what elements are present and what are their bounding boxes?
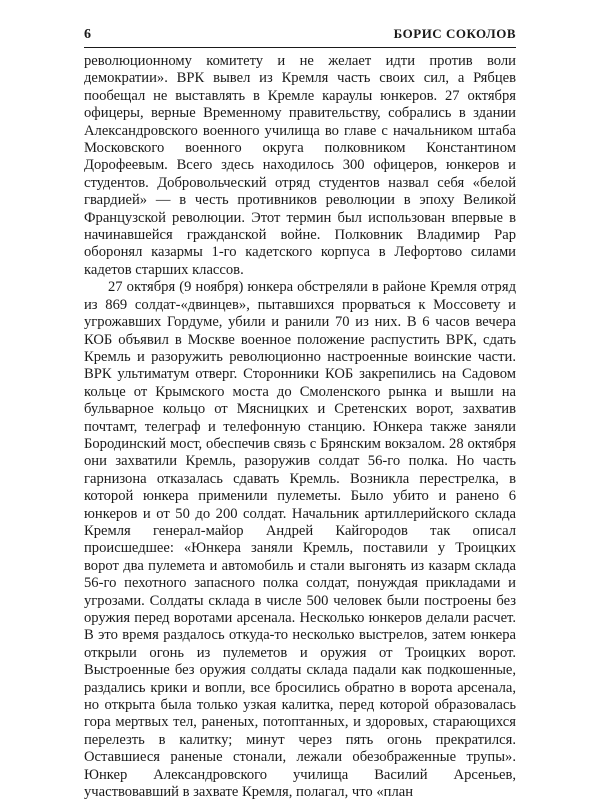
- body-text: [84, 53, 516, 801]
- paragraph: 27 октября (9 ноября) юнкера обстреляли в районе Кремля отряд из 869 солдат-«двинцев», пытавшихся прорваться к Моссовету и угрожавших Гордуме, убили и ранили 70 из них. В 6 часов вечера КОБ объявил в Москве военное положение распустить ВРК, сдать Кремль и разоружить революционно настроенные воинские части. ВРК ультиматум отверг. Сторонники КОБ закрепились на Садовом кольце от Крымского моста до Смоленского рынка и вышли на бульварное кольцо от Мясницких и Сретенских ворот, захватив почтамт, телеграф и телефонную станцию. Юнкера также заняли Бородинский мост, обеспечив связь с Брянским вокзалом. 28 октября они захватили Кремль, разоружив солдат 56-го полка. Но часть гарнизона отказалась сдавать Кремль. Возникла перестрелка, в которой юнкера применили пулеметы. Было убито и ранено 6 юнкеров и от 50 до 200 солдат. Начальник артиллерийского склада Кремля генерал-майор Андрей Кайгородов так описал происшедшее: «Юнкера заняли Кремль, поставили у Троицких ворот два пулемета и автомобиль и стали выгонять из казарм склада 56-го пехотного запасного полка солдат, понуждая прикладами и угрозами. Солдаты склада в числе 500 человек были построены без оружия перед воротами арсенала. Несколько юнкеров делали расчет. В это время раздалось откуда-то несколько выстрелов, затем юнкера открыли огонь из пулеметов и оружия от Троицких ворот. Выстроенные без оружия солдаты склада падали как подкошенные, раздались крики и вопли, все бросились обратно в ворота арсенала, но открыта была только узкая калитка, перед которой образовалась гора мертвых тел, раненых, потоптанных, и здоровых, старающихся перелезть в калитку; минут через пять огонь прекратился. Оставшиеся раненые стонали, лежали обезображенные трупы». Юнкер Александровского училища Василий Арсеньев, участвовавший в захвате Кремля, полагал, что «план: [84, 279, 516, 801]
- page-number: 6: [84, 27, 92, 42]
- running-title: БОРИС СОКОЛОВ: [393, 26, 516, 41]
- running-head: [84, 26, 516, 48]
- paragraph: революционному комитету и не желает идти против воли демократии». ВРК вывел из Кремля часть своих сил, а Рябцев пообещал не выставлять в Кремле караулы юнкеров. 27 октября офицеры, верные Временному правительству, собрались в здании Александровского военного училища во главе с начальником штаба Московского военного округа полковником Константином Дорофеевым. Всего здесь находилось 300 офицеров, юнкеров и студентов. Добровольческий отряд студентов назвал себя «белой гвардией» — в честь противников революции в эпоху Великой Французской революции. Этот термин был использован впервые в начинавшейся гражданской войне. Полковник Владимир Рар оборонял казармы 1-го кадетского корпуса в Лефортово силами кадетов старших классов.: [84, 53, 516, 278]
